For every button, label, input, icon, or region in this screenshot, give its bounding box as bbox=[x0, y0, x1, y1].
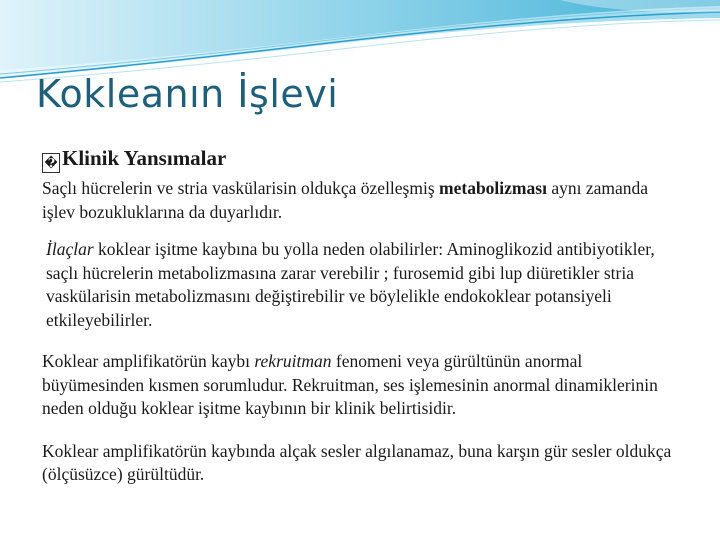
emphasis-text: İlaçlar bbox=[46, 239, 94, 259]
paragraph-text: Koklear amplifikatörün kaybı bbox=[42, 351, 255, 371]
page-title: Kokleanın İşlevi bbox=[36, 72, 339, 116]
paragraph-recruitment bbox=[42, 350, 682, 421]
paragraph-metabolism bbox=[42, 177, 682, 224]
paragraph-text: Saçlı hücrelerin ve stria vaskülarisin oldukça özelleşmiş bbox=[42, 178, 440, 198]
paragraph-text: aynı zamanda işlev bozukluklarına da duyarlıdır. bbox=[42, 178, 648, 222]
section-heading bbox=[42, 146, 682, 173]
section-heading-text: Klinik Yansımalar bbox=[62, 146, 227, 170]
paragraph-amplifier-loss: Koklear amplifikatörün kaybında alçak sesler algılanamaz, buna karşın gür sesler oldukça (ölçüsüzce) gürültüdür. bbox=[42, 440, 672, 484]
paragraph-text: koklear işitme kaybına bu yolla neden olabilirler: Aminoglikozid antibiyotikler, saçlı hücrelerin metabolizmasına zarar verebilir ; furosemid gibi lup diüretikler stria vaskülarisin metabolizmasını değiştirebilir ve böylelikle endokoklear potansiyeli etkileyebilirler. bbox=[46, 239, 655, 330]
slide-content bbox=[42, 146, 682, 487]
emphasis-text: rekruitman bbox=[254, 351, 332, 371]
paragraph-drugs bbox=[42, 238, 682, 332]
emphasis-text: metabolizması bbox=[439, 178, 547, 198]
missing-glyph-bullet-icon: � bbox=[42, 153, 60, 173]
paragraph-text: fenomeni veya gürültünün anormal büyümesinden kısmen sorumludur. Rekruitman, ses işlemesinin anormal dinamiklerinin neden olduğu koklear işitme kaybının bir klinik belirtisidir. bbox=[42, 351, 658, 418]
